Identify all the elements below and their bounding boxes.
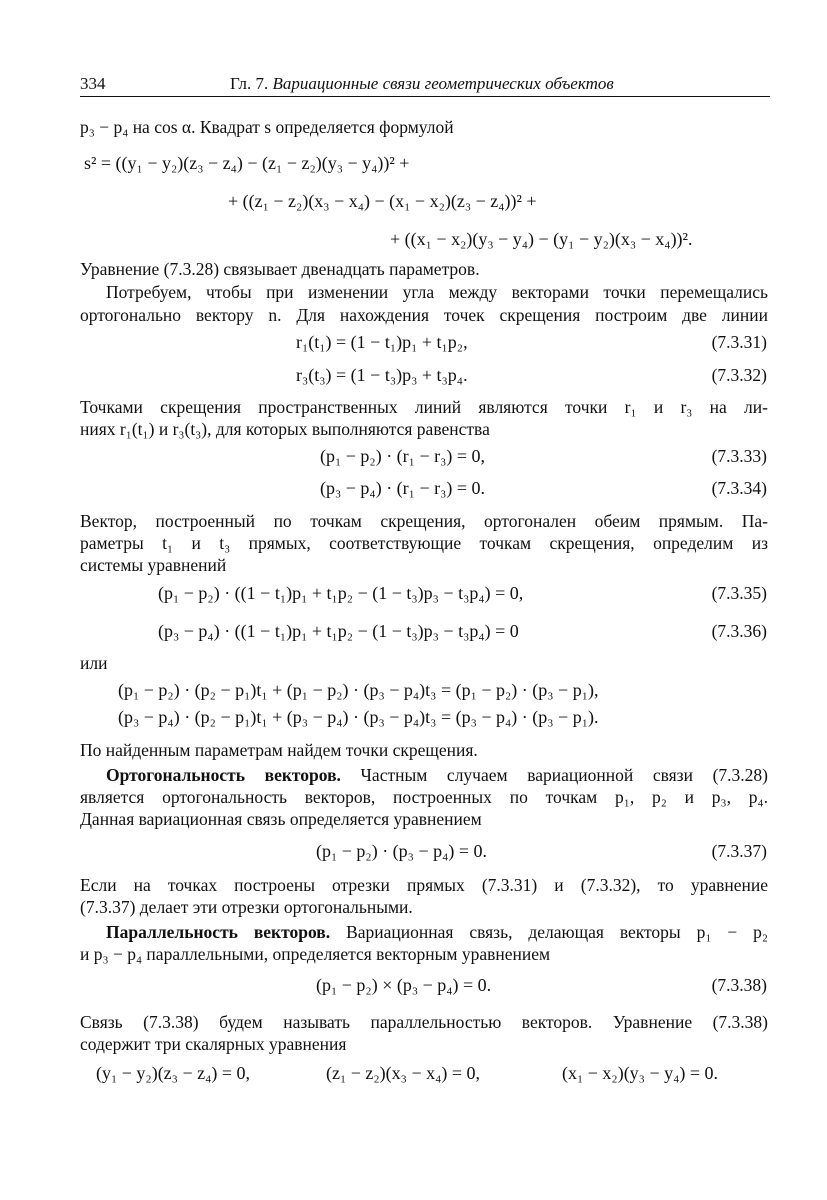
paragraph-line: Вектор, построенный по точкам скрещения, ортогонален обеим прямым. Па- bbox=[80, 511, 768, 531]
scalar-equation-3: (x₁ − x₂)(y₃ − y₄) = 0. bbox=[562, 1063, 719, 1083]
scalar-equation-1: (y₁ − y₂)(z₃ − z₄) = 0, bbox=[96, 1063, 251, 1083]
paragraph-line: Точками скрещения пространственных линий являются точки r₁ и r₃ на ли- bbox=[80, 397, 768, 417]
paragraph-line: и p₃ − p₄ параллельными, определяется векторным уравнением bbox=[80, 944, 551, 964]
paragraph-line: является ортогональность векторов, построенных по точкам p₁, p₂ и p₃, p₄. bbox=[80, 787, 768, 807]
equation-number: (7.3.34) bbox=[711, 478, 767, 498]
equation-7-3-38: (p₁ − p₂) × (p₃ − p₄) = 0. bbox=[316, 975, 492, 995]
chapter-title: Вариационные связи геометрических объектов bbox=[272, 74, 614, 93]
paragraph-line: содержит три скалярных уравнения bbox=[80, 1034, 347, 1054]
chapter-heading bbox=[230, 74, 614, 94]
equation-7-3-36: (p₃ − p₄) · ((1 − t₁)p₁ + t₁p₂ − (1 − t₃)p₃ − t₃p₄) = 0 bbox=[158, 621, 519, 641]
equation-system-line2: (p₃ − p₄) · (p₂ − p₁)t₁ + (p₃ − p₄) · (p₃ − p₄)t₃ = (p₃ − p₄) · (p₃ − p₁). bbox=[118, 707, 599, 727]
equation-number: (7.3.37) bbox=[711, 841, 767, 861]
equation-s2-line3: + ((x₁ − x₂)(y₃ − y₄) − (y₁ − y₂)(x₃ − x₄))². bbox=[390, 229, 693, 249]
equation-number: (7.3.35) bbox=[711, 583, 767, 603]
equation-number: (7.3.32) bbox=[711, 365, 767, 385]
equation-7-3-34: (p₃ − p₄) · (r₁ − r₃) = 0. bbox=[320, 478, 486, 498]
paragraph-line: раметры t₁ и t₃ прямых, соответствующие точкам скрещения, определим из bbox=[80, 533, 768, 553]
paragraph-line: По найденным параметрам найдем точки скрещения. bbox=[80, 740, 478, 760]
paragraph-line: Связь (7.3.38) будем называть параллельностью векторов. Уравнение (7.3.38) bbox=[80, 1012, 768, 1032]
paragraph-line: Потребуем, чтобы при изменении угла между векторами точки перемещались bbox=[106, 282, 768, 302]
running-header bbox=[80, 72, 770, 97]
paragraph-line: или bbox=[80, 653, 108, 673]
equation-s2-line2: + ((z₁ − z₂)(x₃ − x₄) − (x₁ − x₂)(z₃ − z₄))² + bbox=[228, 191, 537, 211]
section-orthogonality-line bbox=[106, 764, 768, 786]
paragraph-line: Если на точках построены отрезки прямых (7.3.31) и (7.3.32), то уравнение bbox=[80, 875, 768, 895]
chapter-label: Гл. 7. bbox=[230, 74, 269, 93]
paragraph-text: Вариационная связь, делающая векторы p₁ − p₂ bbox=[346, 922, 769, 942]
paragraph-line: Данная вариационная связь определяется уравнением bbox=[80, 809, 482, 829]
equation-s2-line1: s² = ((y₁ − y₂)(z₃ − z₄) − (z₁ − z₂)(y₃ − y₄))² + bbox=[84, 153, 410, 173]
equation-number: (7.3.33) bbox=[711, 446, 767, 466]
equation-7-3-31: r₁(t₁) = (1 − t₁)p₁ + t₁p₂, bbox=[296, 332, 468, 352]
equation-7-3-32: r₃(t₃) = (1 − t₃)p₃ + t₃p₄. bbox=[296, 365, 468, 385]
equation-7-3-33: (p₁ − p₂) · (r₁ − r₃) = 0, bbox=[320, 446, 486, 466]
text-line: p₃ − p₄ на cos α. Квадрат s определяется формулой bbox=[80, 117, 454, 137]
equation-system-line1: (p₁ − p₂) · (p₂ − p₁)t₁ + (p₁ − p₂) · (p₃ − p₄)t₃ = (p₁ − p₂) · (p₃ − p₁), bbox=[118, 680, 599, 700]
section-heading-orthogonality: Ортогональность векторов. bbox=[106, 765, 341, 785]
paragraph-line: системы уравнений bbox=[80, 555, 227, 575]
paragraph-line: ортогонально вектору n. Для нахождения точек скрещения построим две линии bbox=[80, 305, 768, 325]
paragraph-line: (7.3.37) делает эти отрезки ортогональными. bbox=[80, 897, 413, 917]
section-heading-parallelism: Параллельность векторов. bbox=[106, 922, 331, 942]
scalar-equation-2: (z₁ − z₂)(x₃ − x₄) = 0, bbox=[326, 1063, 481, 1083]
equation-7-3-35: (p₁ − p₂) · ((1 − t₁)p₁ + t₁p₂ − (1 − t₃)p₃ − t₃p₄) = 0, bbox=[158, 583, 524, 603]
paragraph-line: ниях r₁(t₁) и r₃(t₃), для которых выполняются равенства bbox=[80, 419, 490, 439]
equation-number: (7.3.38) bbox=[711, 975, 767, 995]
equation-number: (7.3.36) bbox=[711, 621, 767, 641]
equation-number: (7.3.31) bbox=[711, 332, 767, 352]
section-parallelism-line bbox=[106, 921, 768, 943]
equation-7-3-37: (p₁ − p₂) · (p₃ − p₄) = 0. bbox=[316, 841, 488, 861]
paragraph-line: Уравнение (7.3.28) связывает двенадцать параметров. bbox=[80, 259, 480, 279]
paragraph-text: Частным случаем вариационной связи (7.3.28) bbox=[360, 765, 768, 785]
page-number: 334 bbox=[80, 74, 106, 93]
